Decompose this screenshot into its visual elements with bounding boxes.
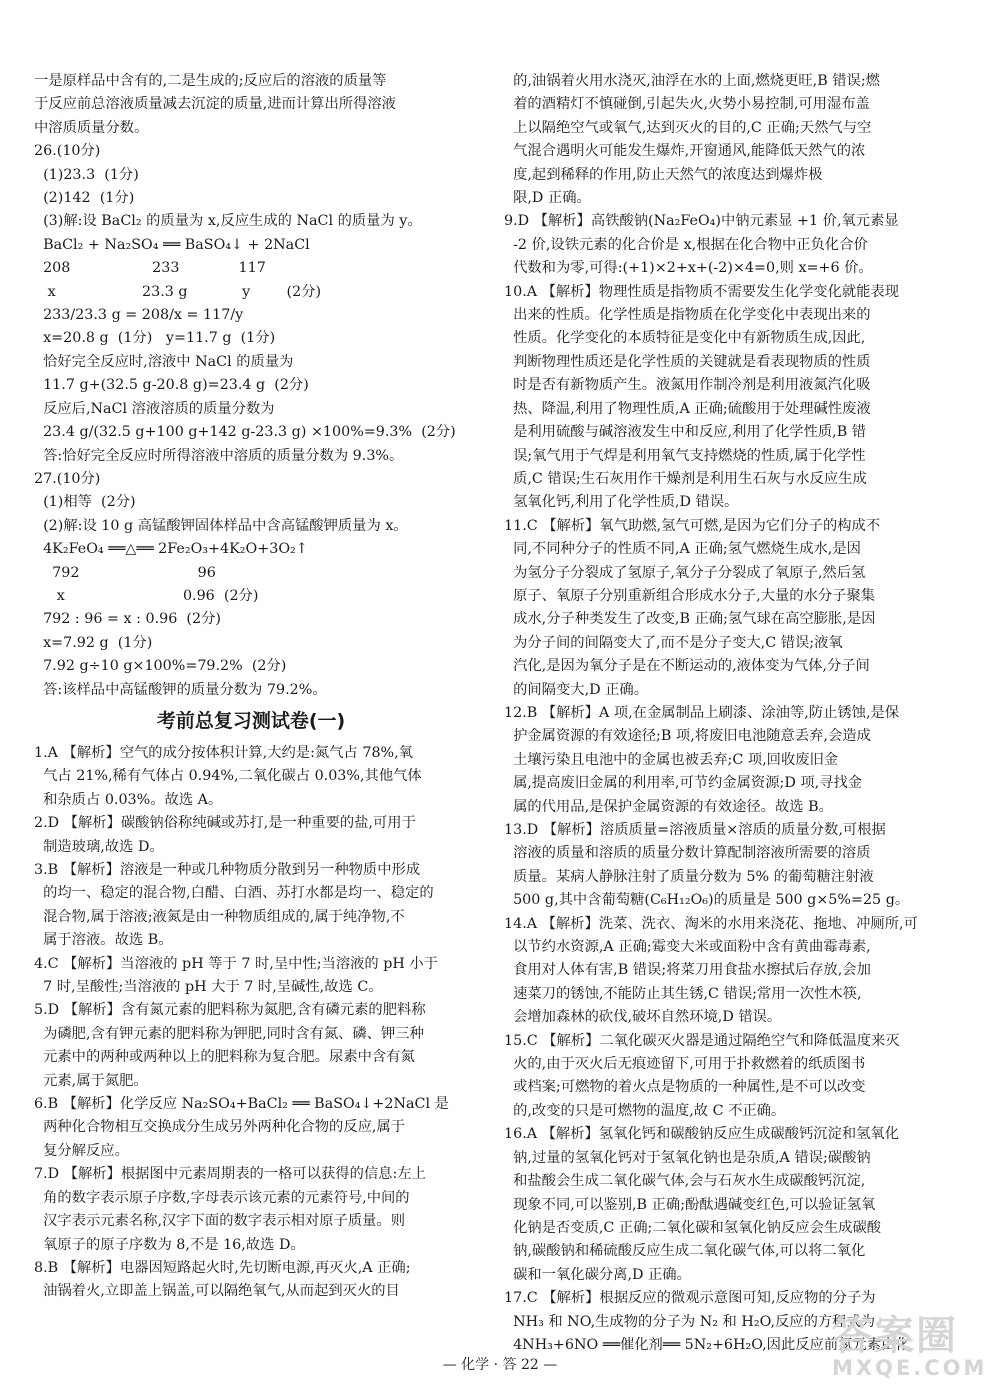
left-column [34,70,468,1304]
answers-1-8: 1.A 【解析】空气的成分按体积计算,大约是:氮气占 78%,氧 气占 21%,稀有气体占 0.94%,二氧化碳占 0.03%,其他气体 和杂质占 0.03%。故选 A。 2.D 【解析】碳酸钠俗称纯碱或苏打,是一种重要的盐,可用于 制造玻璃,故选 D。 3.B 【解析】溶液是一种或几种物质分散到另一种物质中形成 的均一、稳定的混合物,白醋、白酒、苏打水都是均一、稳定的 混合物,属于溶液;液氮是由一种物质组成的,属于纯净物,不 属于溶液。故选 B。 4.C 【解析】当溶液的 pH 等于 7 时,呈中性;当溶液的 pH 小于 7 时,呈酸性;当溶液的 pH 大于 7 时,呈碱性,故选 C。 5.D 【解析】含有氮元素的肥料称为氮肥,含有磷元素的肥料称 为磷肥,含有钾元素的肥料称为钾肥,同时含有氮、磷、钾三种 元素中的两种或两种以上的肥料称为复合肥。尿素中含有氮 元素,属于氮肥。 6.B 【解析】化学反应 Na₂SO₄+BaCl₂ ══ BaSO₄↓+2NaCl 是 两种化合物相互交换成分生成另外两种化合物的反应,属于 复分解反应。 7.D 【解析】根据图中元素周期表的一格可以获得的信息:左上 角的数字表示原子序数,字母表示该元素的元素符号,中间的 汉字表示元素名称,汉字下面的数字表示相对原子质量。则 氧原子的原子序数为 8,不是 16,故选 D。 8.B 【解析】电器因短路起火时,先切断电源,再灭火,A 正确; 油锅着火,立即盖上锅盖,可以隔绝氧气,从而起到灭火的目 [34,744,449,1300]
section-title: 考前总复习测试卷(一) [156,709,346,732]
answer-8-continued: 的,油锅着火用水浇灭,油浮在水的上面,燃烧更旺,B 错误;燃 着的酒精灯不慎碰倒,引起失火,火势小易控制,可用湿布盖 上以隔绝空气或氧气,达到灭火的目的,C 正确;天然气与空 气混合遇明火可能发生爆炸,开窗通风,能降低天然气的浓 度,起到稀释的作用,防止天然气的浓度达到爆炸极 限,D 正确。 [513,73,880,207]
watermark-logo [832,1313,992,1384]
right-column [504,70,954,1357]
watermark-bottom-text: MXQE.COM [832,1356,988,1380]
page-footer: — 化学 · 答 22 — [442,1357,558,1373]
intro-paragraph: 一是原样品中含有的,二是生成的;反应后的溶液的质量等 于反应前总溶液质量减去沉淀的质量,进而计算出所得溶液 中溶质质量分数。 [34,73,396,136]
question-26: 26.(10分) (1)23.3 (1分) (2)142 (1分) (3)解:设 BaCl₂ 的质量为 x,反应生成的 NaCl 的质量为 y。 BaCl₂ + Na₂SO₄ ══ BaSO₄↓ + 2NaCl 208 233 117 x 23.3 g y (2分) 233/23.3 g = 208/x = 117/y x=20.8 g (1分) y=11.7 g (1分) 恰好完全反应时,溶液中 NaCl 的质量为 11.7 g+(32.5 g-20.8 g)=23.4 g (2分) 反应后,NaCl 溶液溶质的质量分数为 23.4 g/(32.5 g+100 g+142 g-23.3 g) ×100%=9.3% (2分) 答:恰好完全反应时所得溶液中溶质的质量分数为 9.3%。 [34,143,456,464]
watermark-top-text: 答案圈 [832,1313,958,1359]
answers-9-17: 9.D 【解析】高铁酸钠(Na₂FeO₄)中钠元素显 +1 价,氧元素显 -2 价,设铁元素的化合价是 x,根据在化合物中正负化合价 代数和为零,可得:(+1)×2+x+(-2)×4=0,则 x=+6 价。 10.A 【解析】物理性质是指物质不需要发生化学变化就能表现 出来的性质。化学性质是指物质在化学变化中表现出来的 性质。化学变化的本质特征是变化中有新物质生成,因此, 判断物理性质还是化学性质的关键就是看表现物质的性质 时是否有新物质产生。液氮用作制冷剂是利用液氮汽化吸 热、降温,利用了物理性质,A 正确;硫酸用于处理碱性废液 是利用硫酸与碱溶液发生中和反应,利用了化学性质,B 错 误;氧气用于气焊是利用氧气支持燃烧的性质,属于化学性 质,C 错误;生石灰用作干燥剂是利用生石灰与水反应生成 氢氧化钙,利用了化学性质,D 错误。 11.C 【解析】氧气助燃,氢气可燃,是因为它们分子的构成不 同,不同种分子的性质不同,A 正确;氢气燃烧生成水,是因 为氢分子分裂成了氢原子,氧分子分裂成了氧原子,然后氢 原子、氧原子分别重新组合形成水分子,大量的水分子聚集 成水,分子种类发生了改变,B 正确;氢气球在高空膨胀,是因 为分子间的间隔变大了,而不是分子变大,C 错误;液氧 汽化,是因为氧分子是在不断运动的,液体变为气体,分子间 的间隔变大,D 正确。 12.B 【解析】A 项,在金属制品上刷漆、涂油等,防止锈蚀,是保 护金属资源的有效途径;B 项,将废旧电池随意丢弃,会造成 土壤污染且电池中的金属也被丢弃;C 项,回收废旧金 属,提高废旧金属的利用率,可节约金属资源;D 项,寻找金 属的代用品,是保护金属资源的有效途径。故选 B。 13.D 【解析】溶质质量=溶液质量×溶质的质量分数,可根据 溶液的质量和溶质的质量分数计算配制溶液所需要的溶质 质量。某病人静脉注射了质量分数为 5% 的葡萄糖注射液 500 g,其中含葡萄糖(C₆H₁₂O₆)的质量是 500 g×5%=25 g。 14.A 【解析】洗菜、洗衣、淘米的水用来浇花、拖地、冲厕所,可 以节约水资源,A 正确;霉变大米或面粉中含有黄曲霉毒素, 食用对人体有害,B 错误;将菜刀用食盐水擦拭后存放,会加 速菜刀的锈蚀,不能防止其生锈,C 错误;常用一次性木筷, 会增加森林的砍伐,破坏自然环境,D 错误。 15.C 【解析】二氧化碳灭火器是通过隔绝空气和降低温度来灭 火的,由于灭火后无痕迹留下,可用于扑救燃着的纸质图书 或档案;可燃物的着火点是物质的一种属性,是不可以改变 的,改变的只是可燃物的温度,故 C 不正确。 16.A 【解析】氢氧化钙和碳酸钠反应生成碳酸钙沉淀和氢氧化 钠,过量的氢氧化钙对于氢氧化钠也是杂质,A 错误;碳酸钠 和盐酸会生成二氧化碳气体,会与石灰水生成碳酸钙沉淀, 现象不同,可以鉴别,B 正确;酚酞遇碱变红色,可以验证氢氧 化钠是否变质,C 正确;二氧化碳和氢氧化钠反应会生成碳酸 钠,碳酸钠和稀硫酸反应生成二氧化碳气体,可以将二氧化 碳和一氧化碳分离,D 正确。 17.C 【解析】根据反应的微观示意图可知,反应物的分子为 NH₃ 和 NO,生成物的分子为 N₂ 和 H₂O,反应的方程式为 4NH₃+6NO ══催化剂══ 5N₂+6H₂O,因此反应前氮元素由化 [504,213,918,1353]
question-27: 27.(10分) (1)相等 (2分) (2)解:设 10 g 高锰酸钾固体样品中含高锰酸钾质量为 x。 4K₂FeO₄ ══△══ 2Fe₂O₃+4K₂O+3O₂↑ 792 96 x 0.96 (2分) 792 : 96 = x : 0.96 (2分) x=7.92 g (1分) 7.92 g÷10 g×100%=79.2% (2分) 答:该样品中高锰酸钾的质量分数为 79.2%。 [34,470,408,698]
